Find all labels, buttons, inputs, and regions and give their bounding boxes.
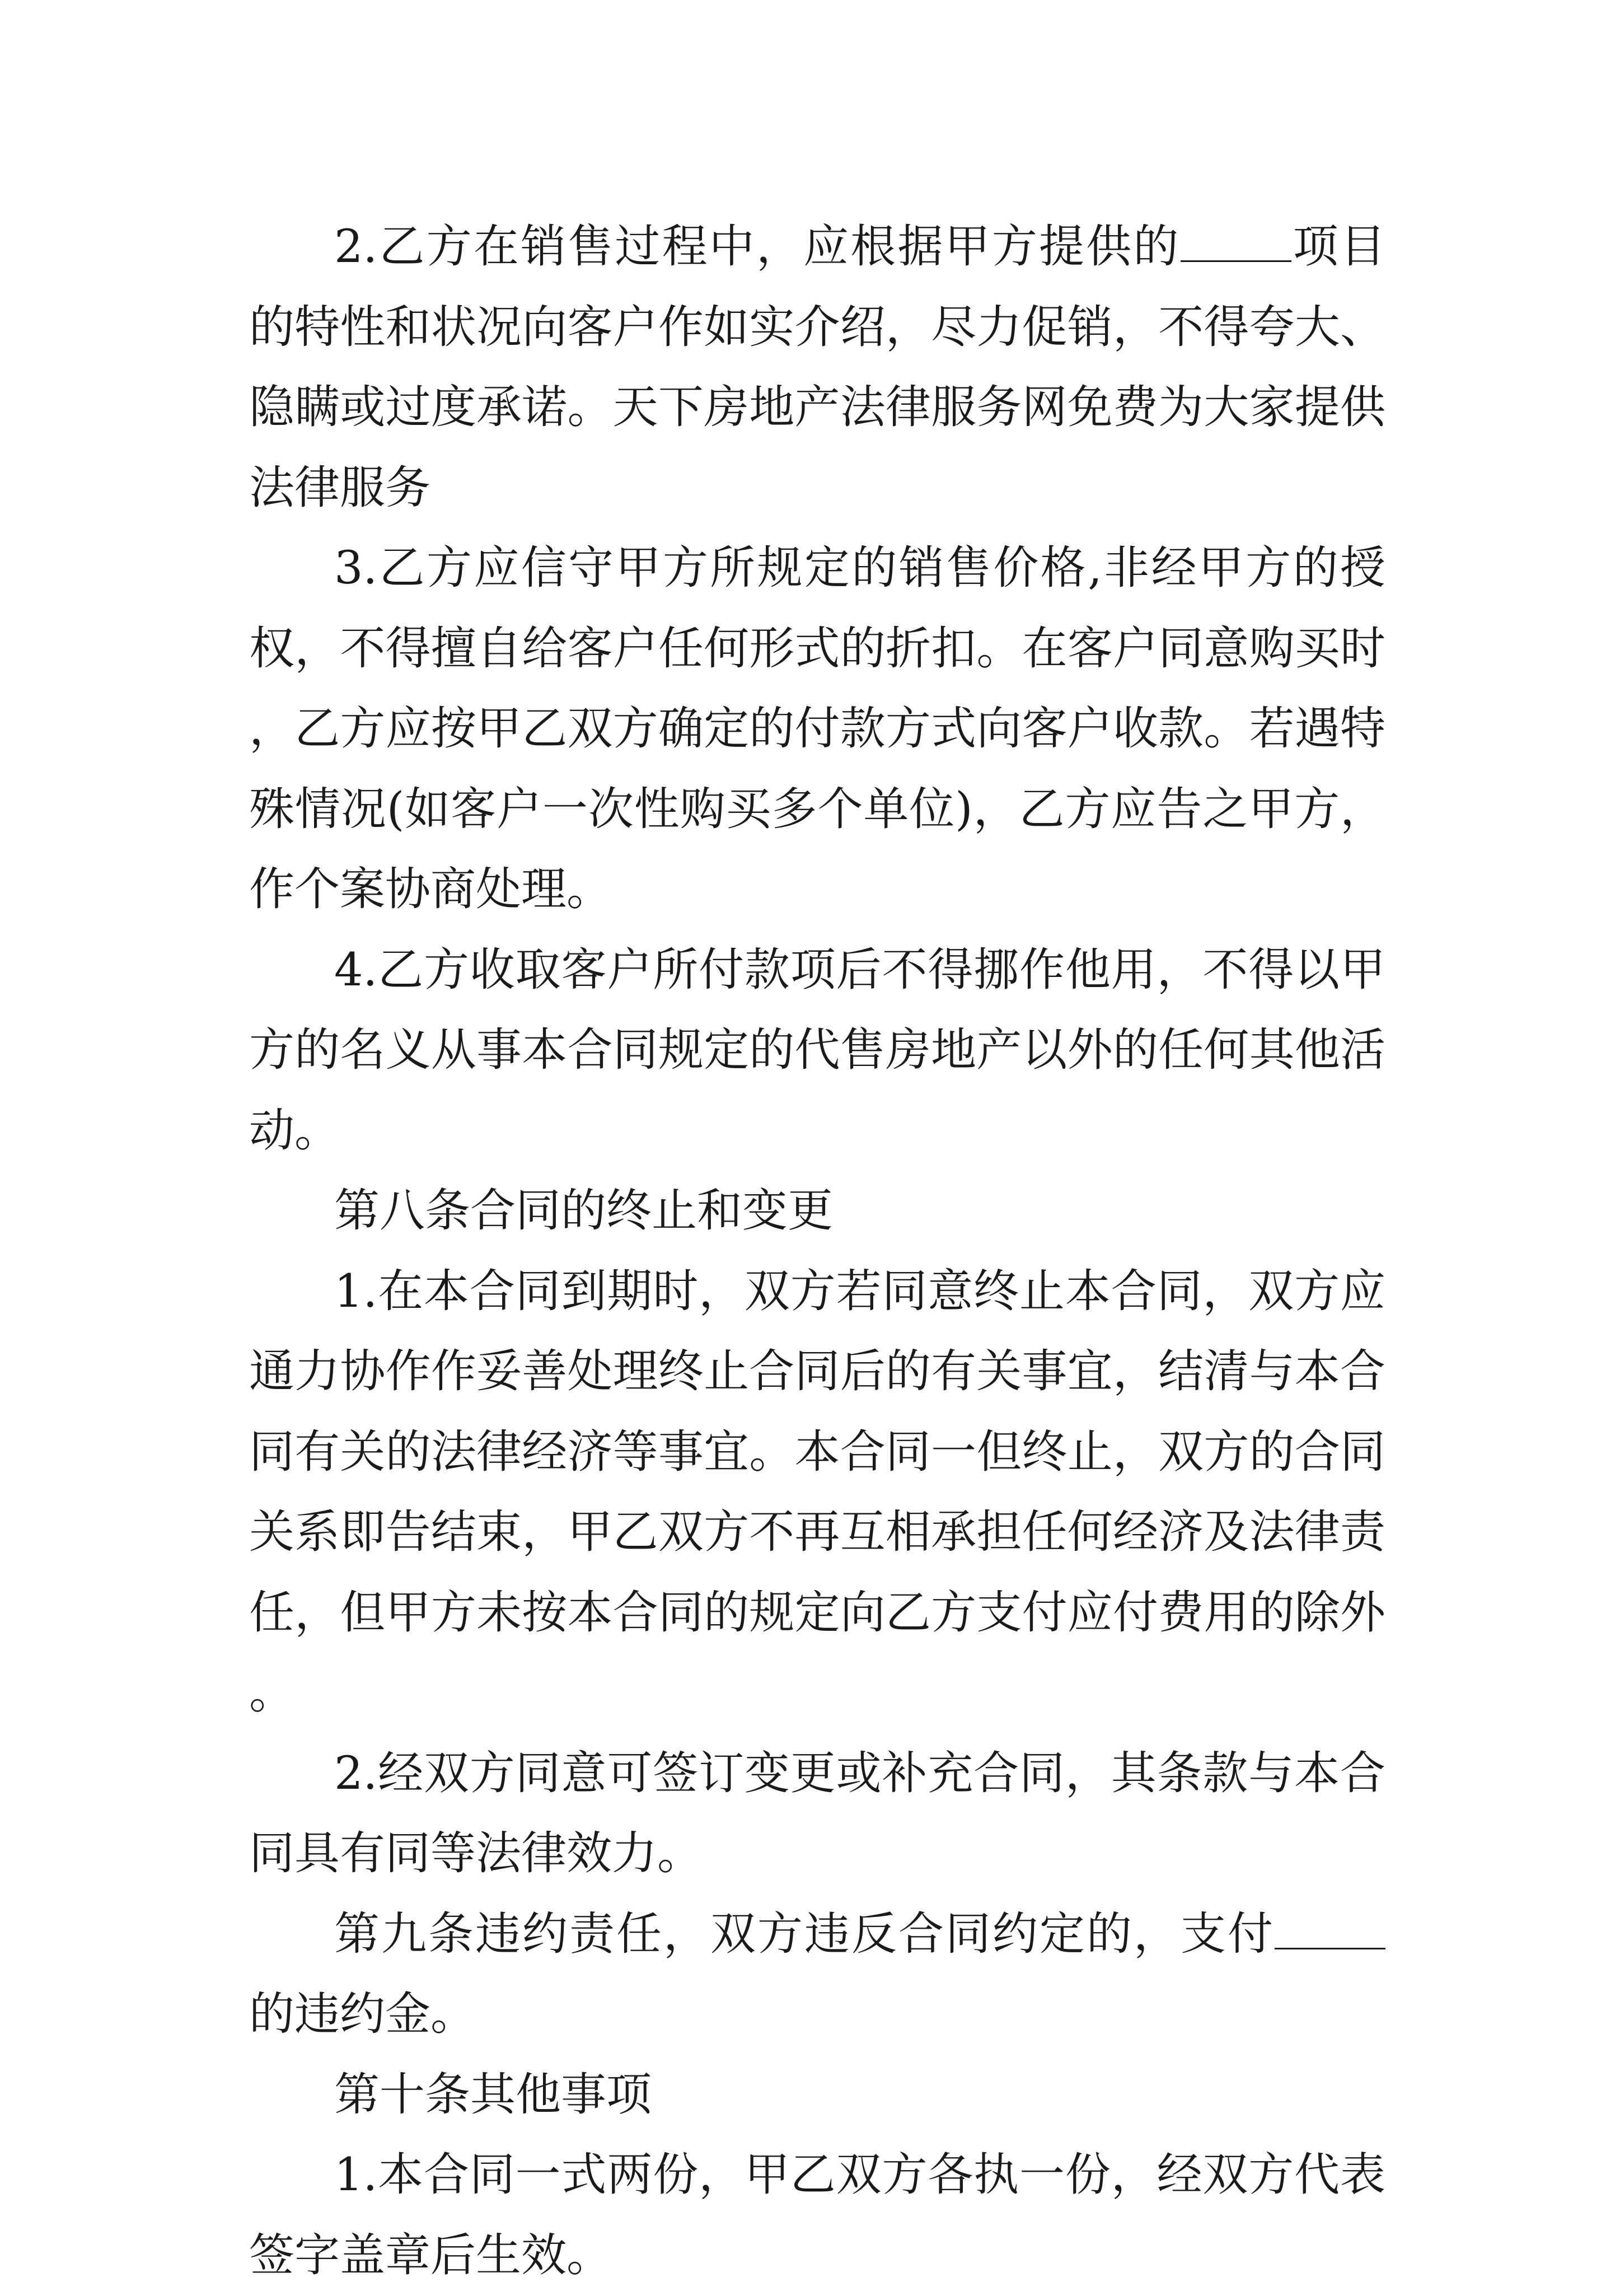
- fill-in-blank: [1275, 1909, 1385, 1949]
- paragraph-text: 的违约金。: [249, 1988, 476, 2041]
- paragraph-text: 第九条违约责任，双方违反合同约定的，支付: [334, 1907, 1275, 1961]
- paragraph-text: 1.在本合同到期时，双方若同意终止本合同，双方应通力协作作妥善处理终止合同后的有关事宜，结清与本合同有关的法律经济等事宜。本合同一但终止，双方的合同关系即告结束，甲乙双方不再互相承担任何经济及法律责任，但甲方未按本合同的规定向乙方支付应付费用的除外。: [249, 1265, 1385, 1719]
- document-body: [249, 207, 1385, 2296]
- clause-paragraph: [249, 1734, 1385, 1895]
- clause-paragraph: [249, 529, 1385, 930]
- article-paragraph: [249, 1895, 1385, 2055]
- article-heading: [249, 2055, 1385, 2136]
- paragraph-text: 第八条合同的终止和变更: [334, 1185, 834, 1237]
- paragraph-text: 3.乙方应信守甲方所规定的销售价格,非经甲方的授权，不得擅自给客户任何形式的折扣。在客户同意购买时，乙方应按甲乙双方确定的付款方式向客户收款。若遇特殊情况(如客户一次性购买多个单位)，乙方应告之甲方，作个案协商处理。: [249, 542, 1385, 916]
- paragraph-text: 2.乙方在销售过程中，应根据甲方提供的: [334, 221, 1181, 273]
- clause-paragraph: [249, 930, 1385, 1172]
- clause-paragraph: [249, 207, 1385, 529]
- paragraph-text: 第十条其他事项: [334, 2068, 652, 2121]
- clause-paragraph: [249, 2135, 1385, 2296]
- paragraph-text: 2.经双方同意可签订变更或补充合同，其条款与本合同具有同等法律效力。: [249, 1747, 1385, 1880]
- paragraph-text: 1.本合同一式两份，甲乙双方各执一份，经双方代表签字盖章后生效。: [249, 2149, 1385, 2282]
- fill-in-blank: [1181, 221, 1291, 262]
- paragraph-text: 4.乙方收取客户所付款项后不得挪作他用，不得以甲方的名义从事本合同规定的代售房地产以外的任何其他活动。: [249, 943, 1385, 1157]
- clause-paragraph: [249, 1252, 1385, 1734]
- article-heading: [249, 1171, 1385, 1252]
- paragraph-text: 项目的特性和状况向客户作如实介绍，尽力促销，不得夸大、隐瞒或过度承诺。天下房地产法律服务网免费为大家提供法律服务: [249, 221, 1385, 515]
